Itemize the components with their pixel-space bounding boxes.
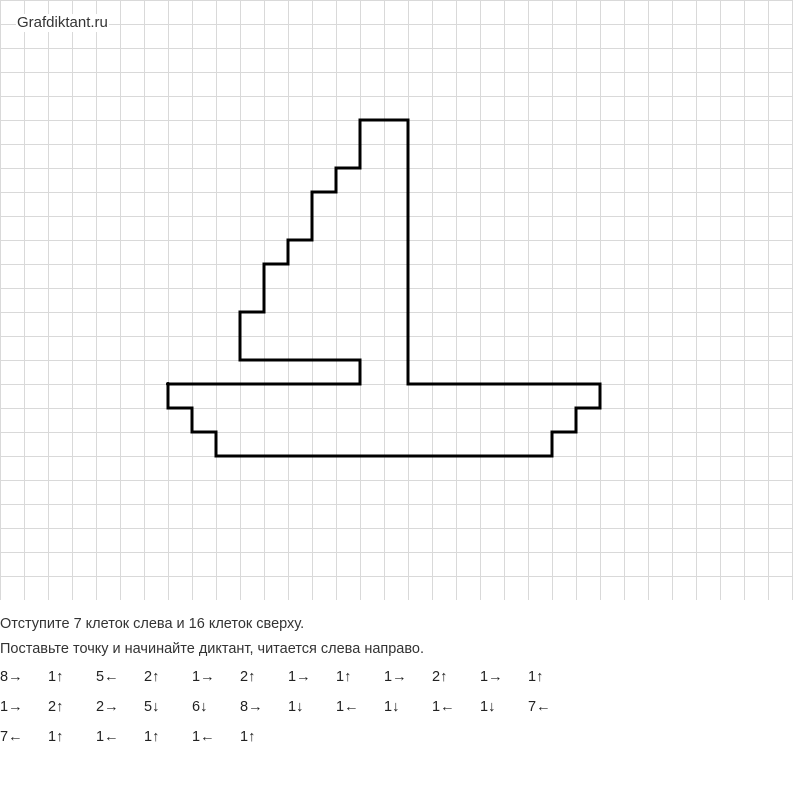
command: 2↑	[48, 699, 64, 715]
command: 1↓	[288, 699, 304, 715]
command-row-2	[0, 692, 793, 722]
command: 1↑	[336, 669, 352, 685]
instruction-start-position: Отступите 7 клеток слева и 16 клеток сверху.	[0, 616, 305, 632]
command-row-3	[0, 722, 793, 752]
command: 1↑	[240, 729, 256, 745]
command: 1←	[192, 729, 215, 745]
command: 1←	[96, 729, 119, 745]
command: 1←	[432, 699, 455, 715]
command: 1→	[0, 699, 23, 715]
command: 6↓	[192, 699, 208, 715]
command: 7←	[0, 729, 23, 745]
instruction-reading-order: Поставьте точку и начинайте диктант, читается слева направо.	[0, 641, 425, 657]
command: 1↑	[528, 669, 544, 685]
command: 5←	[96, 669, 119, 685]
instructions-block	[0, 612, 793, 752]
start-point-dot	[166, 382, 170, 386]
command: 1→	[384, 669, 407, 685]
command: 8→	[240, 699, 263, 715]
command: 1↓	[480, 699, 496, 715]
command: 2↑	[144, 669, 160, 685]
command: 1←	[336, 699, 359, 715]
command: 1↓	[384, 699, 400, 715]
command: 7←	[528, 699, 551, 715]
command: 1→	[192, 669, 215, 685]
command: 1→	[480, 669, 503, 685]
command: 8→	[0, 669, 23, 685]
command: 2↑	[240, 669, 256, 685]
command: 5↓	[144, 699, 160, 715]
command: 2→	[96, 699, 119, 715]
command: 1↑	[48, 669, 64, 685]
command: 1→	[288, 669, 311, 685]
command: 1↑	[48, 729, 64, 745]
command: 2↑	[432, 669, 448, 685]
command: 1↑	[144, 729, 160, 745]
site-watermark: Grafdiktant.ru	[17, 14, 108, 31]
command-row-1	[0, 662, 793, 692]
